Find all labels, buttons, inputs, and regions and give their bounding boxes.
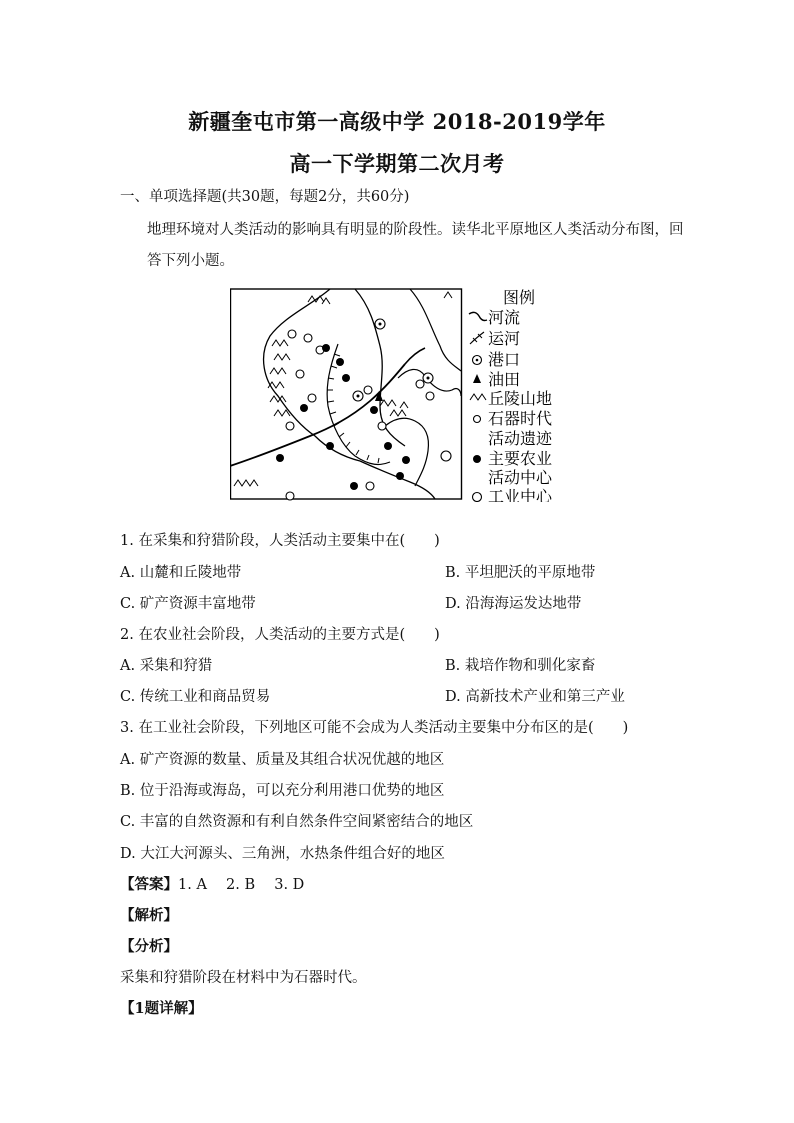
q2-option-c[interactable]: C. 传统工业和商品贸易 — [120, 689, 271, 705]
legend-stone-age-2: 活动遗迹 — [488, 429, 553, 448]
legend-river: 河流 — [488, 308, 521, 327]
intro-line-2: 答下列小题。 — [147, 253, 234, 269]
q1-option-b[interactable]: B. 平坦肥沃的平原地带 — [445, 565, 596, 581]
q3-stem: 3. 在工业社会阶段，下列地区可能不会成为人类活动主要集中分布区的是( ) — [120, 720, 629, 736]
stone-age-icon — [474, 416, 481, 423]
jiexi-heading: 【解析】 — [120, 907, 178, 924]
answer-label: 【答案】 — [120, 876, 178, 893]
analysis-text: 采集和狩猎阶段在材料中为石器时代。 — [120, 970, 367, 986]
q2-option-d[interactable]: D. 高新技术产业和第三产业 — [445, 689, 625, 705]
q2-option-a[interactable]: A. 采集和狩猎 — [120, 658, 213, 674]
legend-port: 港口 — [488, 350, 521, 369]
q1-option-d[interactable]: D. 沿海海运发达地带 — [445, 596, 582, 612]
q2-stem: 2. 在农业社会阶段，人类活动的主要方式是( ) — [120, 627, 440, 643]
north-china-plain-map — [230, 286, 565, 502]
hill-icon — [470, 394, 486, 400]
industry-icon — [473, 493, 482, 502]
section-heading: 一、单项选择题(共30题，每题2分，共60分) — [120, 189, 410, 205]
river-icon — [469, 312, 487, 320]
title-line-1: 新疆奎屯市第一高级中学 2018-2019学年 — [188, 109, 606, 134]
answer-line — [120, 873, 304, 894]
legend — [469, 288, 553, 502]
q1-option-a[interactable]: A. 山麓和丘陵地带 — [120, 565, 242, 581]
q3-option-b[interactable]: B. 位于沿海或海岛，可以充分利用港口优势的地区 — [120, 783, 445, 799]
q3-option-d[interactable]: D. 大江大河源头、三角洲，水热条件组合好的地区 — [120, 846, 445, 862]
q2-option-b[interactable]: B. 栽培作物和驯化家畜 — [445, 658, 596, 674]
legend-title: 图例 — [503, 288, 536, 307]
oil-field-icon — [473, 374, 481, 383]
legend-oil: 油田 — [488, 370, 521, 389]
legend-industry: 工业中心 — [488, 487, 553, 502]
title-line-2: 高一下学期第二次月考 — [289, 151, 505, 176]
legend-hills: 丘陵山地 — [488, 389, 553, 408]
legend-agri-2: 活动中心 — [488, 468, 553, 487]
fenxi-heading: 【分析】 — [120, 938, 178, 955]
legend-agri-1: 主要农业 — [488, 449, 553, 468]
q3-option-c[interactable]: C. 丰富的自然资源和有利自然条件空间紧密结合的地区 — [120, 814, 474, 830]
q3-option-a[interactable]: A. 矿产资源的数量、质量及其组合状况优越的地区 — [120, 752, 445, 768]
answer-values: 1. A 2. B 3. D — [178, 877, 305, 893]
legend-stone-age-1: 石器时代 — [488, 409, 553, 428]
intro-line-1: 地理环境对人类活动的影响具有明显的阶段性。读华北平原地区人类活动分布图，回 — [147, 222, 684, 238]
q1-option-c[interactable]: C. 矿产资源丰富地带 — [120, 596, 256, 612]
legend-canal: 运河 — [488, 329, 521, 348]
detail-heading: 【1题详解】 — [120, 1000, 203, 1017]
q1-stem: 1. 在采集和狩猎阶段，人类活动主要集中在( ) — [120, 533, 440, 549]
agriculture-icon — [473, 455, 481, 463]
map-svg — [230, 286, 565, 502]
